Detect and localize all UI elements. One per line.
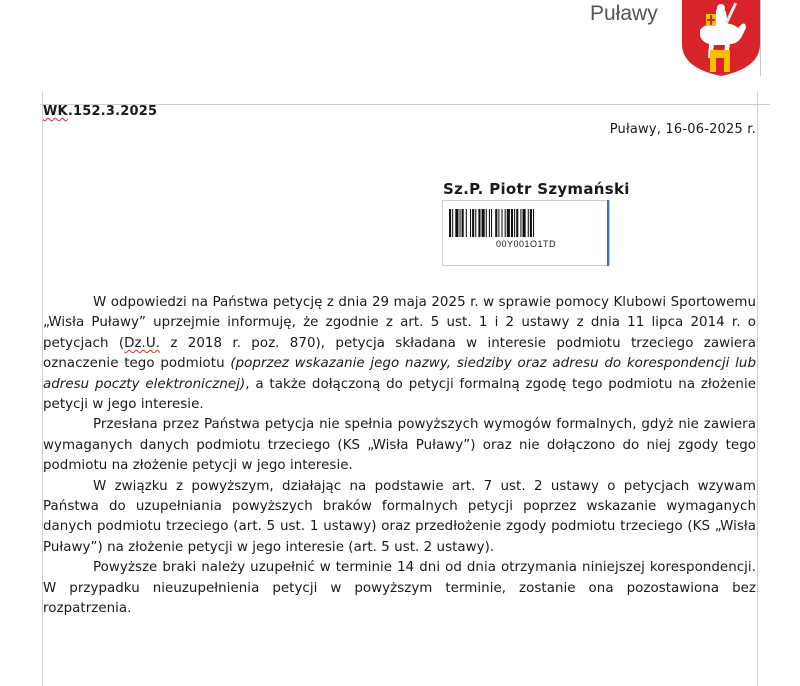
paragraph-1-italic: (poprzez wskazanie jego nazwy, siedziby oraz adresu do korespondencji lub adresu poczty elektronicznej) bbox=[43, 356, 757, 392]
dzu-abbrev: Dz.U. bbox=[124, 335, 161, 351]
reference-suffix: .152.3.2025 bbox=[67, 104, 158, 119]
barcode-bar bbox=[449, 209, 451, 237]
paragraph-3: W związku z powyższym, działając na podstawie art. 7 ust. 2 ustawy o petycjach wzywam Państwa do uzupełniania powyższych braków formalnych petycji poprzez wskazanie wymaganych danych podmiotu trzeciego (art. 5 ust. 1 ustawy) oraz przedłożenie zgody podmiotu trzeciego (KS „Wisła Puławy”) na złożenie petycji w jego interesie (art. 5 ust. 2 ustawy). bbox=[43, 478, 756, 555]
barcode-bar bbox=[466, 209, 467, 237]
barcode-frame bbox=[442, 200, 610, 266]
barcode-bar bbox=[460, 209, 461, 237]
barcode-bar bbox=[498, 209, 499, 237]
barcode-bar bbox=[470, 209, 471, 237]
barcode-bar bbox=[523, 209, 526, 237]
barcode-bar bbox=[491, 209, 492, 237]
paragraph-1 bbox=[43, 293, 756, 415]
paragraph-1-part-b: z 2018 r. poz. 870), petycja składana w interesie podmiotu trzeciego zawiera oznaczenie tego podmiotu bbox=[43, 335, 756, 372]
paragraph-1-part-a: W odpowiedzi na Państwa petycję z dnia 29 maja 2025 r. w sprawie pomocy Klubowi Sportowemu „Wisła Puławy” uprzejmie informuję, że zgodnie z art. 5 ust. 1 i 2 ustawy z dnia 11 lipca 2014 r. o petycjach ( bbox=[43, 295, 756, 351]
barcode-bar bbox=[486, 209, 487, 237]
barcode-bar bbox=[507, 209, 510, 237]
barcode-bar bbox=[495, 209, 497, 237]
reference-prefix: WK bbox=[43, 104, 68, 119]
paragraph-2: Przesłana przez Państwa petycja nie spełnia powyższych wymogów formalnych, gdyż nie zawiera wymaganych danych podmiotu trzeciego (KS „Wisła Puławy”) oraz nie dołączono do niej zgody tego podmiotu na złożenie petycji w jego interesie. bbox=[43, 417, 756, 474]
barcode-bar bbox=[489, 209, 490, 237]
text-cursor bbox=[607, 200, 609, 266]
barcode-bar bbox=[478, 209, 480, 237]
barcode-bar bbox=[530, 209, 532, 237]
page-right-margin bbox=[757, 92, 758, 686]
barcode-bar bbox=[528, 209, 529, 237]
place-date: Puławy, 16-06-2025 r. bbox=[609, 122, 756, 137]
header-divider bbox=[760, 0, 761, 76]
barcode-bar bbox=[502, 209, 503, 237]
coat-of-arms-icon bbox=[672, 0, 766, 76]
paragraph-1-part-c: , a także dołączoną do petycji formalną zgodę tego podmiotu na złożenie petycji w jego interesie. bbox=[43, 376, 756, 413]
barcode-bar bbox=[520, 209, 521, 237]
barcode-bar bbox=[472, 209, 474, 237]
barcode-bar bbox=[533, 209, 534, 237]
barcode-bar bbox=[475, 209, 476, 237]
barcode-bar bbox=[516, 209, 518, 237]
recipient-name: Sz.P. Piotr Szymański bbox=[443, 180, 630, 198]
letter-body bbox=[43, 293, 756, 620]
reference-number bbox=[43, 104, 157, 119]
barcode-bar bbox=[452, 209, 453, 237]
barcode-bar bbox=[462, 209, 464, 237]
barcode-bar bbox=[482, 209, 485, 237]
barcode-code: 00Y001O1TD bbox=[495, 239, 557, 249]
barcode-bar bbox=[455, 209, 458, 237]
barcode-bar bbox=[514, 209, 515, 237]
city-name: Puławy bbox=[590, 2, 658, 25]
paragraph-4: Powyższe braki należy uzupełnić w terminie 14 dni od dnia otrzymania niniejszej korespondencji. W przypadku nieuzupełnienia petycji w powyższym terminie, zostanie ona pozostawiona bez rozpatrzenia. bbox=[43, 560, 756, 617]
barcode-bar bbox=[505, 209, 506, 237]
barcode-bar bbox=[511, 209, 513, 237]
barcode-icon bbox=[449, 209, 603, 237]
